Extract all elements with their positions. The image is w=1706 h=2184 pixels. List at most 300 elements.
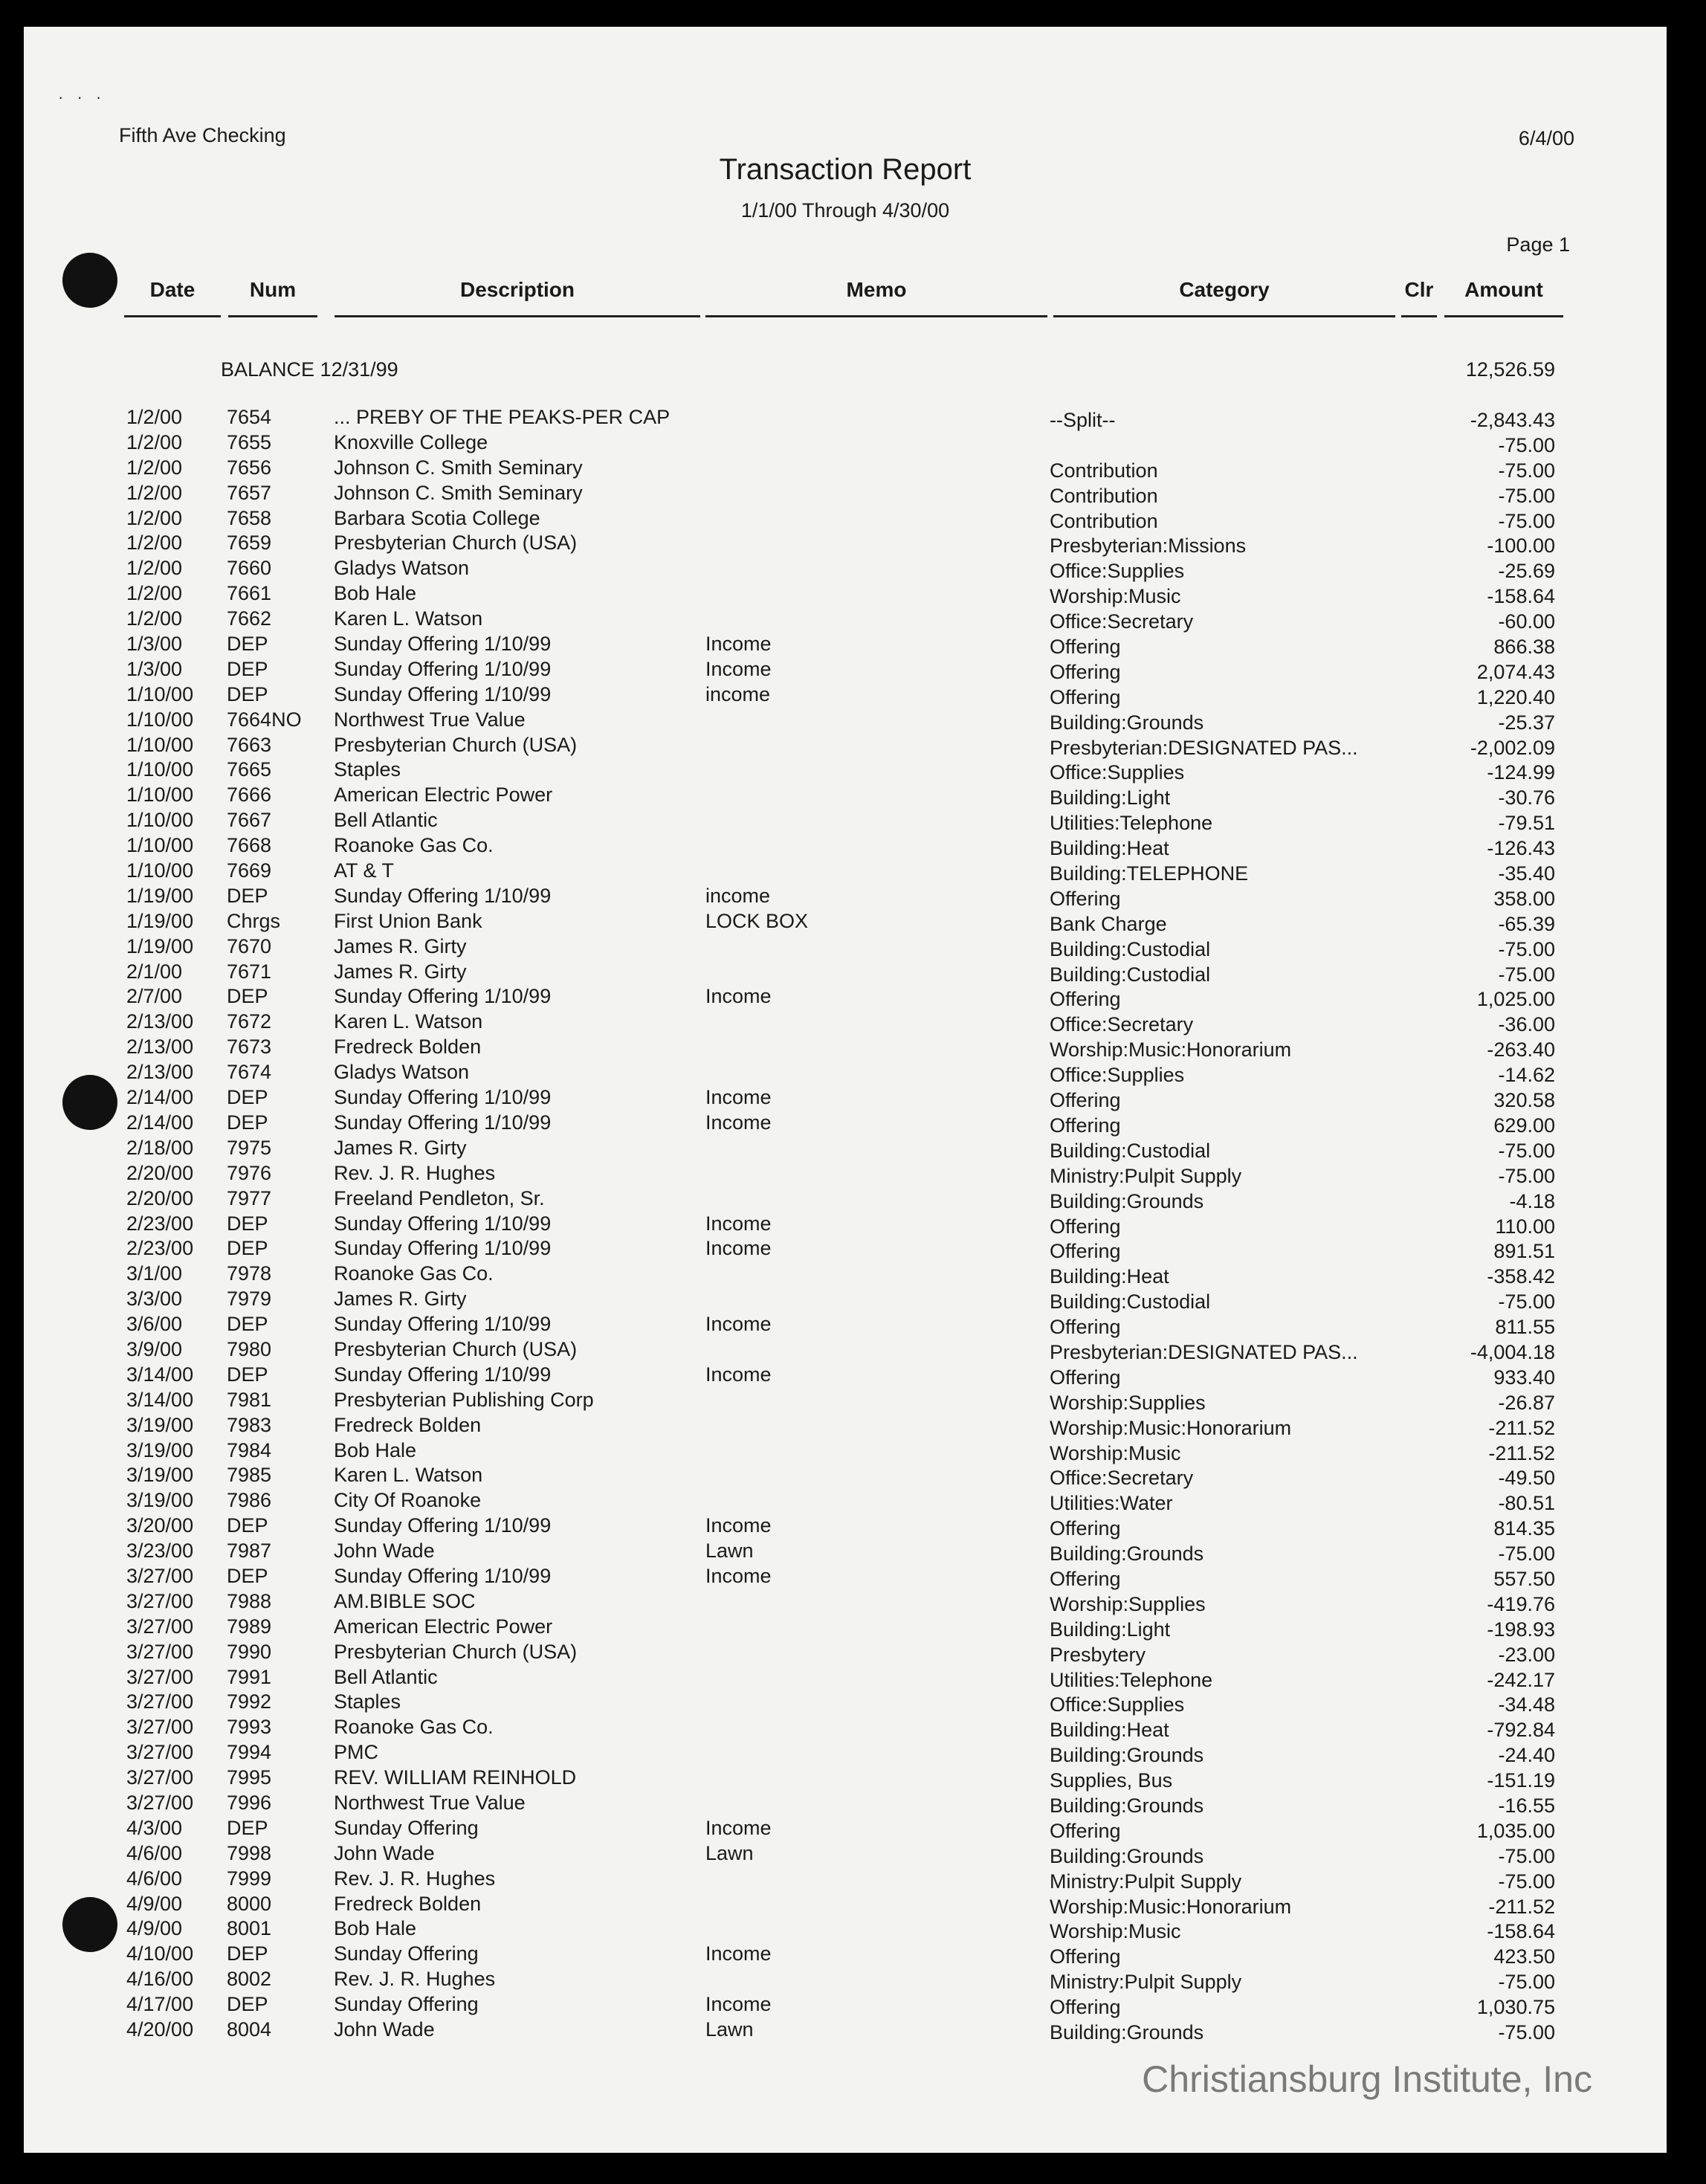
cell-description: American Electric Power: [334, 784, 553, 807]
cell-date: 2/23/00: [126, 1212, 194, 1235]
cell-num: 7671: [227, 960, 272, 983]
cell-category: Offering: [1050, 1366, 1121, 1389]
cell-amount: -60.00: [1498, 610, 1555, 633]
cell-num: 7656: [227, 456, 272, 479]
cell-num: DEP: [227, 1237, 268, 1260]
cell-memo: Lawn: [705, 1540, 754, 1563]
cell-num: 7978: [227, 1262, 272, 1285]
cell-date: 2/13/00: [126, 1036, 194, 1059]
cell-category: Worship:Music: [1050, 1920, 1181, 1943]
cell-description: Karen L. Watson: [334, 607, 483, 630]
paper-specks: · · ·: [58, 88, 106, 106]
table-row: [24, 1590, 1667, 1615]
cell-description: Presbyterian Church (USA): [334, 1640, 578, 1663]
cell-date: 4/17/00: [126, 1993, 194, 2016]
cell-memo: Income: [705, 1111, 772, 1134]
cell-category: Office:Supplies: [1050, 761, 1185, 784]
cell-num: 8001: [227, 1917, 272, 1940]
cell-description: Sunday Offering 1/10/99: [334, 657, 552, 680]
cell-amount: 1,030.75: [1476, 1996, 1555, 2019]
report-date: 6/4/00: [1518, 127, 1574, 149]
cell-amount: 358.00: [1493, 887, 1555, 910]
table-row: [24, 1338, 1667, 1363]
cell-amount: 866.38: [1493, 636, 1555, 659]
cell-amount: -49.50: [1498, 1467, 1555, 1490]
cell-num: 7999: [227, 1867, 272, 1890]
cell-date: 3/14/00: [126, 1388, 194, 1411]
cell-date: 1/2/00: [126, 582, 183, 605]
cell-amount: -24.40: [1498, 1744, 1555, 1767]
cell-category: Offering: [1050, 1316, 1121, 1339]
cell-memo: income: [705, 884, 771, 907]
cell-amount: -30.76: [1498, 786, 1555, 810]
cell-amount: -75.00: [1498, 1164, 1555, 1187]
cell-date: 3/27/00: [126, 1766, 194, 1789]
cell-date: 3/19/00: [126, 1438, 194, 1461]
cell-amount: -80.51: [1498, 1492, 1555, 1515]
cell-amount: -419.76: [1487, 1592, 1555, 1615]
cell-category: Building:Grounds: [1050, 1844, 1204, 1867]
cell-category: Utilities:Water: [1050, 1492, 1173, 1515]
cell-description: Sunday Offering 1/10/99: [334, 1212, 552, 1235]
table-row: [24, 708, 1667, 734]
table-row: [24, 960, 1667, 986]
cell-date: 3/23/00: [126, 1540, 194, 1563]
table-row: [24, 734, 1667, 759]
cell-description: Karen L. Watson: [334, 1464, 483, 1487]
cell-amount: -35.40: [1498, 862, 1555, 885]
cell-description: Sunday Offering 1/10/99: [334, 1564, 552, 1587]
cell-num: 7990: [227, 1640, 272, 1663]
cell-category: Contribution: [1050, 459, 1158, 482]
table-row: [24, 607, 1667, 633]
cell-category: Supplies, Bus: [1050, 1769, 1173, 1792]
cell-memo: LOCK BOX: [705, 909, 809, 932]
cell-amount: -75.00: [1498, 1971, 1555, 1994]
cell-num: 7659: [227, 532, 272, 555]
cell-description: John Wade: [334, 2018, 435, 2041]
cell-description: First Union Bank: [334, 909, 482, 932]
cell-category: Offering: [1050, 685, 1121, 708]
cell-memo: Income: [705, 985, 772, 1008]
punch-hole-top: [62, 253, 117, 308]
table-row: [24, 1262, 1667, 1288]
cell-amount: -75.00: [1498, 1139, 1555, 1162]
cell-category: Building:Custodial: [1050, 1139, 1211, 1162]
cell-description: Presbyterian Church (USA): [334, 733, 578, 756]
table-row: [24, 1641, 1667, 1666]
table-row: [24, 1237, 1667, 1262]
cell-description: Fredreck Bolden: [334, 1413, 482, 1436]
table-row: [24, 834, 1667, 859]
cell-description: John Wade: [334, 1841, 435, 1864]
cell-memo: Income: [705, 1313, 772, 1336]
cell-description: James R. Girty: [334, 1288, 467, 1311]
cell-amount: -25.37: [1498, 711, 1555, 734]
cell-num: 7980: [227, 1337, 272, 1360]
table-row: [24, 1766, 1667, 1792]
cell-category: Building:Light: [1050, 786, 1171, 810]
cell-num: 7658: [227, 506, 272, 529]
cell-description: Karen L. Watson: [334, 1010, 483, 1033]
cell-num: 7979: [227, 1288, 272, 1311]
cell-num: 7988: [227, 1589, 272, 1612]
cell-category: Worship:Supplies: [1050, 1592, 1206, 1615]
cell-memo: Income: [705, 1816, 772, 1839]
cell-num: 7664NO: [227, 708, 302, 731]
table-row: [24, 859, 1667, 885]
transaction-table: [24, 406, 1667, 2044]
table-row: [24, 1842, 1667, 1867]
table-row: [24, 557, 1667, 582]
cell-category: Utilities:Telephone: [1050, 812, 1213, 835]
cell-category: Offering: [1050, 1240, 1121, 1263]
cell-num: 7672: [227, 1010, 272, 1033]
cell-num: 7991: [227, 1665, 272, 1688]
cell-description: ... PREBY OF THE PEAKS-PER CAP: [334, 406, 671, 428]
cell-memo: Income: [705, 1212, 772, 1235]
table-row: [24, 1917, 1667, 1942]
cell-description: Bell Atlantic: [334, 809, 438, 832]
cell-num: 7985: [227, 1464, 272, 1487]
cell-category: Building:Grounds: [1050, 2021, 1204, 2044]
cell-date: 2/13/00: [126, 1010, 194, 1033]
cell-num: 7983: [227, 1413, 272, 1436]
cell-memo: Income: [705, 1363, 772, 1386]
cell-date: 2/14/00: [126, 1111, 194, 1134]
cell-amount: -158.64: [1487, 1920, 1555, 1943]
cell-amount: -14.62: [1498, 1064, 1555, 1087]
cell-category: Worship:Music: [1050, 1441, 1181, 1464]
cell-num: 7986: [227, 1489, 272, 1512]
cell-num: 7668: [227, 834, 272, 857]
cell-category: Office:Supplies: [1050, 560, 1185, 583]
cell-num: 7984: [227, 1438, 272, 1461]
cell-category: Worship:Music:Honorarium: [1050, 1038, 1292, 1062]
table-row: [24, 1036, 1667, 1061]
cell-category: Building:Custodial: [1050, 1290, 1211, 1314]
cell-memo: Income: [705, 1942, 772, 1965]
column-header-category: Category: [1053, 278, 1395, 317]
cell-date: 2/7/00: [126, 985, 183, 1008]
cell-date: 3/20/00: [126, 1514, 194, 1537]
cell-description: Johnson C. Smith Seminary: [334, 456, 583, 479]
table-row: [24, 985, 1667, 1010]
cell-category: Building:Grounds: [1050, 1794, 1204, 1817]
cell-category: Building:Heat: [1050, 1719, 1169, 1742]
column-header-amount: Amount: [1444, 278, 1563, 317]
cell-category: Offering: [1050, 1517, 1121, 1540]
cell-description: Rev. J. R. Hughes: [334, 1161, 496, 1184]
cell-description: James R. Girty: [334, 960, 467, 983]
cell-category: Building:Custodial: [1050, 937, 1211, 960]
table-row: [24, 1162, 1667, 1187]
cell-amount: -65.39: [1498, 912, 1555, 935]
cell-category: Ministry:Pulpit Supply: [1050, 1870, 1242, 1893]
cell-category: Building:Heat: [1050, 837, 1169, 860]
table-row: [24, 1363, 1667, 1389]
cell-date: 4/9/00: [126, 1917, 183, 1940]
column-header-clr: Clr: [1401, 278, 1437, 317]
cell-amount: -100.00: [1487, 534, 1555, 558]
cell-date: 3/27/00: [126, 1791, 194, 1814]
cell-date: 3/27/00: [126, 1665, 194, 1688]
cell-category: Presbytery: [1050, 1643, 1146, 1666]
page-number: Page 1: [1506, 233, 1570, 256]
cell-date: 2/20/00: [126, 1161, 194, 1184]
cell-category: Worship:Music:Honorarium: [1050, 1416, 1292, 1439]
cell-num: 7660: [227, 557, 272, 580]
cell-description: City Of Roanoke: [334, 1489, 482, 1512]
cell-category: Offering: [1050, 1089, 1121, 1112]
cell-category: Worship:Music: [1050, 585, 1181, 608]
cell-date: 2/14/00: [126, 1086, 194, 1109]
table-row: [24, 1942, 1667, 1968]
cell-category: Office:Secretary: [1050, 1467, 1194, 1490]
cell-category: Offering: [1050, 660, 1121, 683]
cell-num: DEP: [227, 682, 268, 705]
cell-date: 1/2/00: [126, 456, 183, 479]
cell-date: 3/19/00: [126, 1489, 194, 1512]
cell-amount: -16.55: [1498, 1794, 1555, 1817]
cell-category: Offering: [1050, 1819, 1121, 1842]
cell-date: 3/27/00: [126, 1716, 194, 1739]
cell-amount: -26.87: [1498, 1391, 1555, 1414]
cell-amount: -211.52: [1488, 1416, 1555, 1439]
column-header-num: Num: [228, 278, 317, 317]
cell-description: AT & T: [334, 859, 395, 882]
cell-memo: Income: [705, 633, 772, 656]
cell-category: Building:Grounds: [1050, 1744, 1204, 1767]
cell-num: DEP: [227, 657, 268, 680]
cell-description: Sunday Offering 1/10/99: [334, 1237, 552, 1260]
table-row: [24, 482, 1667, 507]
cell-date: 1/2/00: [126, 532, 183, 555]
cell-amount: -4,004.18: [1470, 1340, 1555, 1363]
cell-description: AM.BIBLE SOC: [334, 1589, 476, 1612]
cell-description: Fredreck Bolden: [334, 1036, 482, 1059]
cell-category: Building:Grounds: [1050, 1189, 1204, 1212]
cell-description: Sunday Offering 1/10/99: [334, 985, 552, 1008]
cell-description: Bob Hale: [334, 582, 417, 605]
cell-amount: -75.00: [1498, 509, 1555, 532]
cell-num: DEP: [227, 633, 268, 656]
cell-amount: -75.00: [1498, 484, 1555, 507]
table-row: [24, 1893, 1667, 1918]
cell-description: Bell Atlantic: [334, 1665, 438, 1688]
cell-num: DEP: [227, 1942, 268, 1965]
cell-category: Utilities:Telephone: [1050, 1668, 1213, 1691]
cell-date: 3/6/00: [126, 1313, 183, 1336]
cell-category: Offering: [1050, 1114, 1121, 1137]
table-row: [24, 758, 1667, 784]
cell-description: Rev. J. R. Hughes: [334, 1968, 496, 1991]
cell-category: Building:Grounds: [1050, 711, 1204, 734]
table-row: [24, 1010, 1667, 1036]
cell-amount: 891.51: [1493, 1240, 1555, 1263]
cell-memo: Income: [705, 1237, 772, 1260]
cell-num: 7992: [227, 1690, 272, 1713]
cell-description: Sunday Offering: [334, 1993, 479, 2016]
cell-description: Presbyterian Publishing Corp: [334, 1388, 594, 1411]
cell-description: Sunday Offering 1/10/99: [334, 1514, 552, 1537]
cell-num: DEP: [227, 1086, 268, 1109]
cell-amount: -75.00: [1498, 1870, 1555, 1893]
table-row: [24, 1540, 1667, 1565]
cell-category: Presbyterian:DESIGNATED PAS...: [1050, 1340, 1358, 1363]
cell-amount: 629.00: [1493, 1114, 1555, 1137]
table-row: [24, 1414, 1667, 1439]
cell-num: 8002: [227, 1968, 272, 1991]
table-row: [24, 1690, 1667, 1716]
cell-date: 1/10/00: [126, 834, 194, 857]
table-row: [24, 1565, 1667, 1590]
cell-date: 1/10/00: [126, 758, 194, 781]
cell-description: Sunday Offering 1/10/99: [334, 682, 552, 705]
cell-num: 7989: [227, 1615, 272, 1638]
cell-date: 3/27/00: [126, 1741, 194, 1764]
cell-num: 7995: [227, 1766, 272, 1789]
table-row: [24, 1137, 1667, 1162]
cell-description: Sunday Offering 1/10/99: [334, 1313, 552, 1336]
cell-description: Sunday Offering 1/10/99: [334, 1111, 552, 1134]
table-row: [24, 1086, 1667, 1111]
table-row: [24, 1111, 1667, 1137]
cell-description: Roanoke Gas Co.: [334, 1716, 494, 1739]
table-row: [24, 1212, 1667, 1238]
cell-num: DEP: [227, 1564, 268, 1587]
table-row: [24, 1993, 1667, 2018]
table-row: [24, 1666, 1667, 1691]
cell-num: 7663: [227, 733, 272, 756]
cell-description: Staples: [334, 1690, 401, 1713]
cell-num: 7657: [227, 481, 272, 504]
cell-date: 1/10/00: [126, 682, 194, 705]
cell-category: Office:Supplies: [1050, 1693, 1185, 1716]
cell-description: Presbyterian Church (USA): [334, 532, 578, 555]
cell-date: 2/23/00: [126, 1237, 194, 1260]
cell-date: 1/2/00: [126, 406, 183, 428]
cell-date: 3/9/00: [126, 1337, 183, 1360]
cell-category: Ministry:Pulpit Supply: [1050, 1164, 1242, 1187]
cell-amount: -4.18: [1509, 1189, 1555, 1212]
cell-num: 7662: [227, 607, 272, 630]
cell-amount: 933.40: [1493, 1366, 1555, 1389]
cell-amount: -36.00: [1498, 1013, 1555, 1036]
cell-num: 7667: [227, 809, 272, 832]
cell-num: DEP: [227, 1212, 268, 1235]
cell-description: Presbyterian Church (USA): [334, 1337, 578, 1360]
cell-num: Chrgs: [227, 909, 281, 932]
cell-description: Northwest True Value: [334, 1791, 526, 1814]
cell-num: 8000: [227, 1892, 272, 1915]
cell-date: 3/3/00: [126, 1288, 183, 1311]
cell-amount: 1,025.00: [1476, 988, 1555, 1011]
table-row: [24, 456, 1667, 482]
cell-description: Gladys Watson: [334, 1061, 470, 1084]
cell-description: Bob Hale: [334, 1917, 417, 1940]
cell-description: Barbara Scotia College: [334, 506, 540, 529]
cell-amount: -75.00: [1498, 963, 1555, 986]
cell-memo: Income: [705, 657, 772, 680]
cell-category: Offering: [1050, 1215, 1121, 1238]
cell-amount: -124.99: [1487, 761, 1555, 784]
opening-balance-amount: 12,526.59: [1465, 358, 1555, 381]
cell-category: Building:Heat: [1050, 1265, 1169, 1288]
table-row: [24, 1968, 1667, 1993]
table-row: [24, 1716, 1667, 1741]
cell-memo: Lawn: [705, 1841, 754, 1864]
table-row: [24, 406, 1667, 431]
table-row: [24, 1061, 1667, 1086]
cell-description: Sunday Offering 1/10/99: [334, 633, 552, 656]
table-row: [24, 885, 1667, 910]
cell-category: Contribution: [1050, 509, 1158, 532]
date-range: 1/1/00 Through 4/30/00: [740, 199, 950, 222]
cell-date: 4/20/00: [126, 2018, 194, 2041]
cell-date: 1/10/00: [126, 733, 194, 756]
cell-category: Offering: [1050, 988, 1121, 1011]
cell-description: Gladys Watson: [334, 557, 470, 580]
cell-date: 1/2/00: [126, 481, 183, 504]
table-row: [24, 1817, 1667, 1842]
table-row: [24, 1741, 1667, 1766]
cell-description: Freeland Pendleton, Sr.: [334, 1186, 545, 1209]
cell-category: Office:Secretary: [1050, 610, 1194, 633]
cell-category: Office:Secretary: [1050, 1013, 1194, 1036]
cell-description: Staples: [334, 758, 401, 781]
cell-date: 3/27/00: [126, 1690, 194, 1713]
cell-amount: -211.52: [1488, 1441, 1555, 1464]
cell-num: 7654: [227, 406, 272, 428]
cell-date: 2/1/00: [126, 960, 183, 983]
cell-num: DEP: [227, 884, 268, 907]
document-page: [24, 27, 1667, 2153]
cell-description: Sunday Offering: [334, 1942, 479, 1965]
table-row: [24, 1464, 1667, 1489]
table-row: [24, 1867, 1667, 1893]
table-row: [24, 1389, 1667, 1414]
account-name: Fifth Ave Checking: [119, 124, 286, 146]
column-header-date: Date: [124, 278, 221, 317]
cell-memo: Income: [705, 1993, 772, 2016]
cell-date: 3/27/00: [126, 1640, 194, 1663]
cell-description: Sunday Offering 1/10/99: [334, 1363, 552, 1386]
cell-memo: Income: [705, 1564, 772, 1587]
cell-category: Building:Grounds: [1050, 1542, 1204, 1566]
cell-memo: Lawn: [705, 2018, 754, 2041]
cell-amount: -75.00: [1498, 1542, 1555, 1566]
cell-date: 2/20/00: [126, 1186, 194, 1209]
cell-amount: 814.35: [1493, 1517, 1555, 1540]
cell-num: 7994: [227, 1741, 272, 1764]
cell-amount: -75.00: [1498, 459, 1555, 482]
cell-num: 7993: [227, 1716, 272, 1739]
cell-amount: 1,035.00: [1476, 1819, 1555, 1842]
cell-amount: -211.52: [1488, 1895, 1555, 1918]
cell-amount: -151.19: [1487, 1769, 1555, 1792]
cell-date: 4/3/00: [126, 1816, 183, 1839]
cell-amount: -23.00: [1498, 1643, 1555, 1666]
cell-category: Offering: [1050, 1567, 1121, 1590]
column-header-description: Description: [335, 278, 700, 317]
table-row: [24, 784, 1667, 809]
table-row: [24, 1288, 1667, 1313]
cell-date: 4/6/00: [126, 1841, 183, 1864]
cell-amount: 423.50: [1493, 1945, 1555, 1968]
cell-num: 8004: [227, 2018, 272, 2041]
cell-date: 4/16/00: [126, 1968, 194, 1991]
